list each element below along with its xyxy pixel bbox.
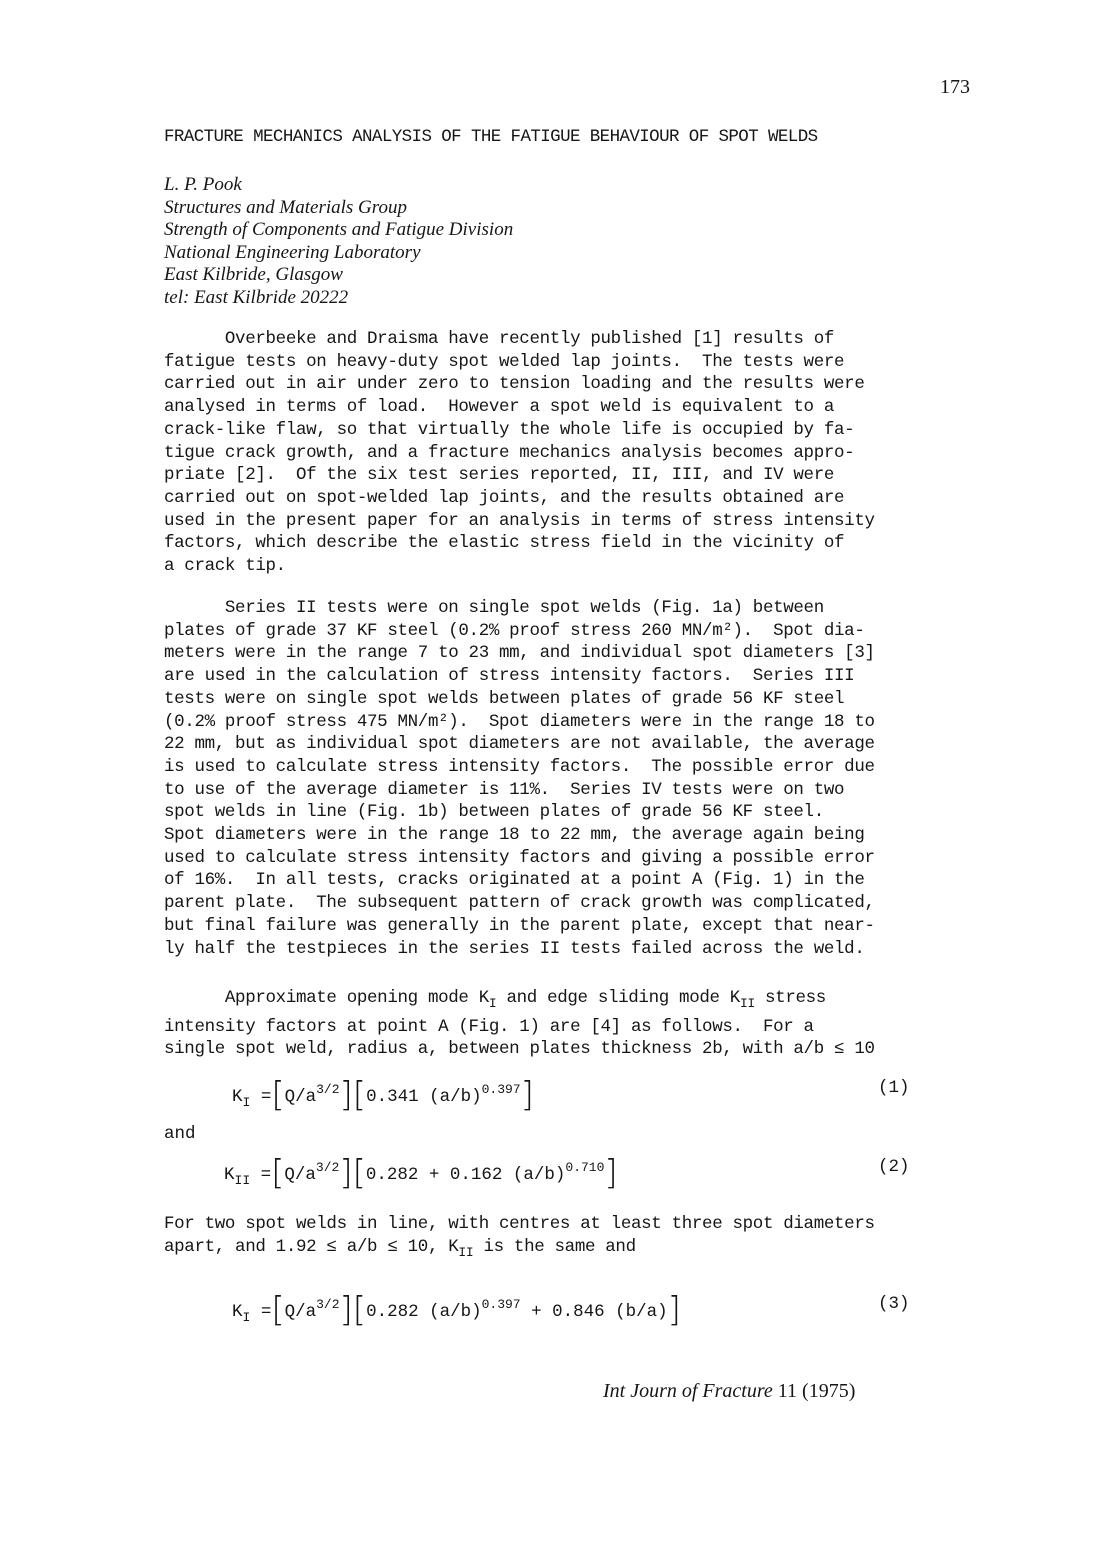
equation-number: (1) — [878, 1078, 910, 1098]
author-affiliation: National Engineering Laboratory — [164, 241, 421, 263]
equation-number: (3) — [878, 1294, 910, 1314]
author-name: L. P. Pook — [164, 174, 242, 195]
text-line: but final failure was generally in the parent plate, except that near- — [164, 915, 875, 936]
text-line: crack-like flaw, so that virtually the whole life is occupied by fa- — [164, 419, 855, 440]
paragraph-test-series — [164, 597, 970, 960]
text-line: priate [2]. Of the six test series reported, II, III, and IV were — [164, 465, 835, 486]
text-line: Series II tests were on single spot welds (Fig. 1a) between — [164, 598, 824, 618]
text-line: Spot diameters were in the range 18 to 22 mm, the average again being — [164, 825, 865, 846]
text-line: 22 mm, but as individual spot diameters are not available, the average — [164, 734, 875, 755]
author-telephone: tel: East Kilbride 20222 — [164, 286, 349, 308]
page-number: 173 — [940, 76, 970, 98]
text-line: a crack tip. — [164, 556, 286, 577]
text-line: tests were on single spot welds between plates of grade 56 KF steel — [164, 688, 845, 709]
author-affiliation: Structures and Materials Group — [164, 196, 407, 218]
text-line: plates of grade 37 KF steel (0.2% proof stress 260 MN/m²). Spot dia- — [164, 620, 865, 641]
text-line: single spot weld, radius a, between plates thickness 2b, with a/b ≤ 10 — [164, 1039, 875, 1060]
text-line: parent plate. The subsequent pattern of crack growth was complicated, — [164, 893, 875, 914]
text-line: intensity factors at point A (Fig. 1) are [4] as follows. For a — [164, 1016, 814, 1037]
text-line: carried out in air under zero to tension loading and the results were — [164, 374, 865, 395]
journal-footer: Int Journ of Fracture 11 (1975) — [603, 1380, 856, 1402]
text-line: to use of the average diameter is 11%. Series IV tests were on two — [164, 779, 845, 800]
text-line: are used in the calculation of stress intensity factors. Series III — [164, 666, 855, 687]
equation-2: $K_{II} =[Q/a^{3/2}][0.282 + 0.162$ $(a/b)^{0.710}$] — [224, 1153, 618, 1193]
text-line: spot welds in line (Fig. 1b) between plates of grade 56 KF steel. — [164, 802, 824, 823]
author-block — [164, 174, 513, 309]
text-line: Approximate opening mode $K_I$ and edge sliding mode $K_{II}$ stress — [164, 988, 826, 1011]
author-address: East Kilbride, Glasgow — [164, 264, 343, 285]
text-line: analysed in terms of load. However a spot weld is equivalent to a — [164, 397, 835, 418]
author-affiliation: Strength of Components and Fatigue Division — [164, 219, 514, 240]
text-line: of 16%. In all tests, cracks originated at a point A (Fig. 1) in the — [164, 870, 865, 891]
text-line: used in the present paper for an analysis in terms of stress intensity — [164, 510, 875, 531]
text-line: Overbeeke and Draisma have recently published [1] results of — [164, 329, 835, 349]
equation-3: $K_I =[Q/a^{3/2}][0.282$ $(a/b)^{0.397} + 0.846$ (b/a)] — [232, 1290, 681, 1330]
connector-text: and — [164, 1124, 196, 1144]
equation-number: (2) — [878, 1157, 910, 1177]
text-line: ly half the testpieces in the series II tests failed across the weld. — [164, 938, 865, 959]
text-line: (0.2% proof stress 475 MN/m²). Spot diameters were in the range 18 to — [164, 711, 875, 732]
paragraph-intro — [164, 328, 970, 578]
text-line: meters were in the range 7 to 23 mm, and individual spot diameters [3] — [164, 643, 875, 664]
paper-title: FRACTURE MECHANICS ANALYSIS OF THE FATIGUE BEHAVIOUR OF SPOT WELDS — [164, 127, 818, 147]
text-line: tigue crack growth, and a fracture mechanics analysis becomes appro- — [164, 442, 855, 463]
paragraph-stress-intensity — [164, 987, 970, 1061]
paragraph-two-welds — [164, 1213, 970, 1264]
text-line: fatigue tests on heavy-duty spot welded lap joints. The tests were — [164, 351, 845, 372]
text-line: is used to calculate stress intensity factors. The possible error due — [164, 756, 875, 777]
text-line: apart, and 1.92 ≤ a/b ≤ 10, $K_{II}$ is the same and — [164, 1236, 636, 1260]
equation-1: $K_I =[Q/a^{3/2}][0.341$ $(a/b)^{0.397}$] — [232, 1075, 534, 1115]
text-line: factors, which describe the elastic stress field in the vicinity of — [164, 533, 845, 554]
text-line: carried out on spot-welded lap joints, and the results obtained are — [164, 487, 845, 508]
text-line: used to calculate stress intensity factors and giving a possible error — [164, 847, 875, 868]
text-line: For two spot welds in line, with centres at least three spot diameters — [164, 1214, 875, 1234]
